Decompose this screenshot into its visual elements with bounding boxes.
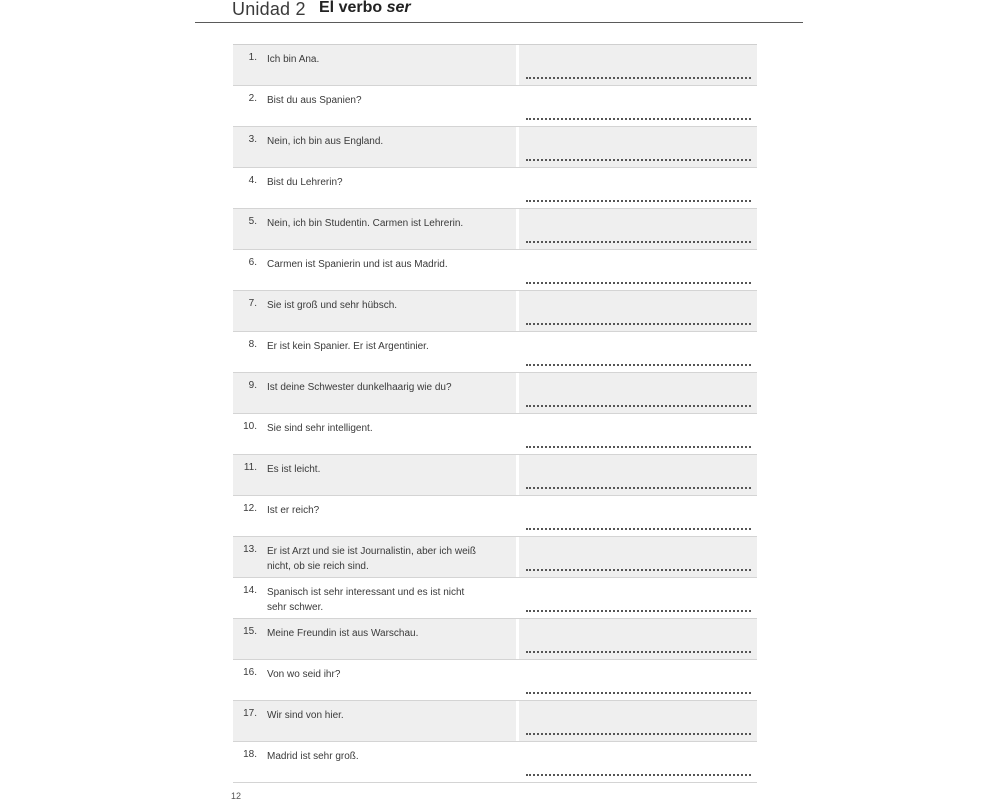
dotted-answer-line: [526, 569, 751, 571]
answer-field[interactable]: [519, 127, 757, 167]
exercise-sentence: Ist er reich?: [267, 505, 320, 516]
unit-label: Unidad 2: [232, 0, 306, 19]
answer-field[interactable]: [519, 619, 757, 659]
answer-field[interactable]: [519, 168, 757, 208]
exercise-row: [233, 209, 757, 250]
exercise-prompt-cell: [233, 209, 516, 249]
answer-field[interactable]: [519, 373, 757, 413]
dotted-answer-line: [526, 159, 751, 161]
answer-field[interactable]: [519, 332, 757, 372]
exercise-prompt-cell: [233, 619, 516, 659]
section-title: [319, 0, 411, 17]
dotted-answer-line: [526, 528, 751, 530]
exercise-prompt-cell: [233, 250, 516, 290]
answer-field[interactable]: [519, 250, 757, 290]
exercise-row: [233, 701, 757, 742]
exercise-table: [233, 44, 757, 783]
exercise-sentence: Er ist kein Spanier. Er ist Argentinier.: [267, 341, 429, 352]
exercise-number: 2.: [248, 93, 257, 104]
answer-field[interactable]: [519, 701, 757, 741]
exercise-sentence: Sie sind sehr intelligent.: [267, 423, 373, 434]
exercise-row: [233, 742, 757, 783]
exercise-sentence: Bist du aus Spanien?: [267, 95, 362, 106]
dotted-answer-line: [526, 323, 751, 325]
dotted-answer-line: [526, 118, 751, 120]
exercise-sentence: Er ist Arzt und sie ist Journalistin, aber ich weiß nicht, ob sie reich sind.: [267, 546, 476, 572]
dotted-answer-line: [526, 487, 751, 489]
exercise-sentence: Carmen ist Spanierin und ist aus Madrid.: [267, 259, 448, 270]
exercise-row: [233, 619, 757, 660]
exercise-row: [233, 168, 757, 209]
answer-field[interactable]: [519, 455, 757, 495]
exercise-prompt-cell: [233, 291, 516, 331]
dotted-answer-line: [526, 241, 751, 243]
exercise-row: [233, 455, 757, 496]
section-title-italic: ser: [386, 0, 411, 16]
dotted-answer-line: [526, 405, 751, 407]
dotted-answer-line: [526, 77, 751, 79]
page-number: 12: [231, 791, 242, 801]
exercise-prompt-cell: [233, 168, 516, 208]
dotted-answer-line: [526, 692, 751, 694]
dotted-answer-line: [526, 446, 751, 448]
exercise-number: 11.: [243, 462, 257, 473]
exercise-sentence: Madrid ist sehr groß.: [267, 751, 359, 762]
exercise-row: [233, 373, 757, 414]
exercise-sentence: Sie ist groß und sehr hübsch.: [267, 300, 398, 311]
dotted-answer-line: [526, 774, 751, 776]
dotted-answer-line: [526, 282, 751, 284]
answer-field[interactable]: [519, 86, 757, 126]
exercise-sentence: Nein, ich bin Studentin. Carmen ist Lehrerin.: [267, 218, 464, 229]
exercise-number: 12.: [243, 503, 257, 514]
exercise-number: 10.: [243, 421, 257, 432]
answer-field[interactable]: [519, 209, 757, 249]
exercise-sentence: Es ist leicht.: [267, 464, 321, 475]
exercise-prompt-cell: [233, 742, 516, 782]
answer-field[interactable]: [519, 291, 757, 331]
exercise-number: 1.: [248, 52, 257, 63]
answer-field[interactable]: [519, 45, 757, 85]
exercise-prompt-cell: [233, 660, 516, 700]
page-header: [195, 0, 803, 23]
exercise-row: [233, 332, 757, 373]
exercise-number: 14.: [243, 585, 257, 596]
exercise-prompt-cell: [233, 578, 516, 618]
exercise-prompt-cell: [233, 537, 516, 577]
exercise-number: 4.: [248, 175, 257, 186]
exercise-row: [233, 291, 757, 332]
exercise-number: 16.: [243, 667, 257, 678]
exercise-prompt-cell: [233, 127, 516, 167]
dotted-answer-line: [526, 364, 751, 366]
exercise-row: [233, 45, 757, 86]
exercise-prompt-cell: [233, 332, 516, 372]
exercise-sentence: Wir sind von hier.: [267, 710, 344, 721]
exercise-number: 7.: [248, 298, 257, 309]
exercise-number: 6.: [248, 257, 257, 268]
exercise-prompt-cell: [233, 414, 516, 454]
exercise-number: 13.: [243, 544, 257, 555]
exercise-prompt-cell: [233, 496, 516, 536]
exercise-prompt-cell: [233, 45, 516, 85]
exercise-number: 17.: [243, 708, 257, 719]
dotted-answer-line: [526, 733, 751, 735]
exercise-prompt-cell: [233, 455, 516, 495]
exercise-number: 9.: [248, 380, 257, 391]
exercise-prompt-cell: [233, 701, 516, 741]
answer-field[interactable]: [519, 660, 757, 700]
exercise-row: [233, 414, 757, 455]
exercise-number: 18.: [243, 749, 257, 760]
dotted-answer-line: [526, 610, 751, 612]
answer-field[interactable]: [519, 414, 757, 454]
answer-field[interactable]: [519, 742, 757, 782]
exercise-row: [233, 127, 757, 168]
exercise-sentence: Ist deine Schwester dunkelhaarig wie du?: [267, 382, 452, 393]
exercise-number: 5.: [248, 216, 257, 227]
exercise-number: 15.: [243, 626, 257, 637]
exercise-number: 3.: [248, 134, 257, 145]
exercise-sentence: Von wo seid ihr?: [267, 669, 341, 680]
exercise-number: 8.: [248, 339, 257, 350]
exercise-row: [233, 496, 757, 537]
exercise-sentence: Ich bin Ana.: [267, 54, 320, 65]
exercise-row: [233, 660, 757, 701]
exercise-sentence: Bist du Lehrerin?: [267, 177, 343, 188]
exercise-row: [233, 537, 757, 578]
exercise-sentence: Meine Freundin ist aus Warschau.: [267, 628, 419, 639]
exercise-sentence: Nein, ich bin aus England.: [267, 136, 384, 147]
exercise-row: [233, 578, 757, 619]
exercise-row: [233, 86, 757, 127]
section-title-main: El verbo: [319, 0, 383, 16]
exercise-prompt-cell: [233, 373, 516, 413]
exercise-prompt-cell: [233, 86, 516, 126]
answer-field[interactable]: [519, 496, 757, 536]
answer-field[interactable]: [519, 537, 757, 577]
answer-field[interactable]: [519, 578, 757, 618]
exercise-row: [233, 250, 757, 291]
dotted-answer-line: [526, 651, 751, 653]
exercise-sentence: Spanisch ist sehr interessant und es ist nicht sehr schwer.: [267, 587, 465, 613]
dotted-answer-line: [526, 200, 751, 202]
